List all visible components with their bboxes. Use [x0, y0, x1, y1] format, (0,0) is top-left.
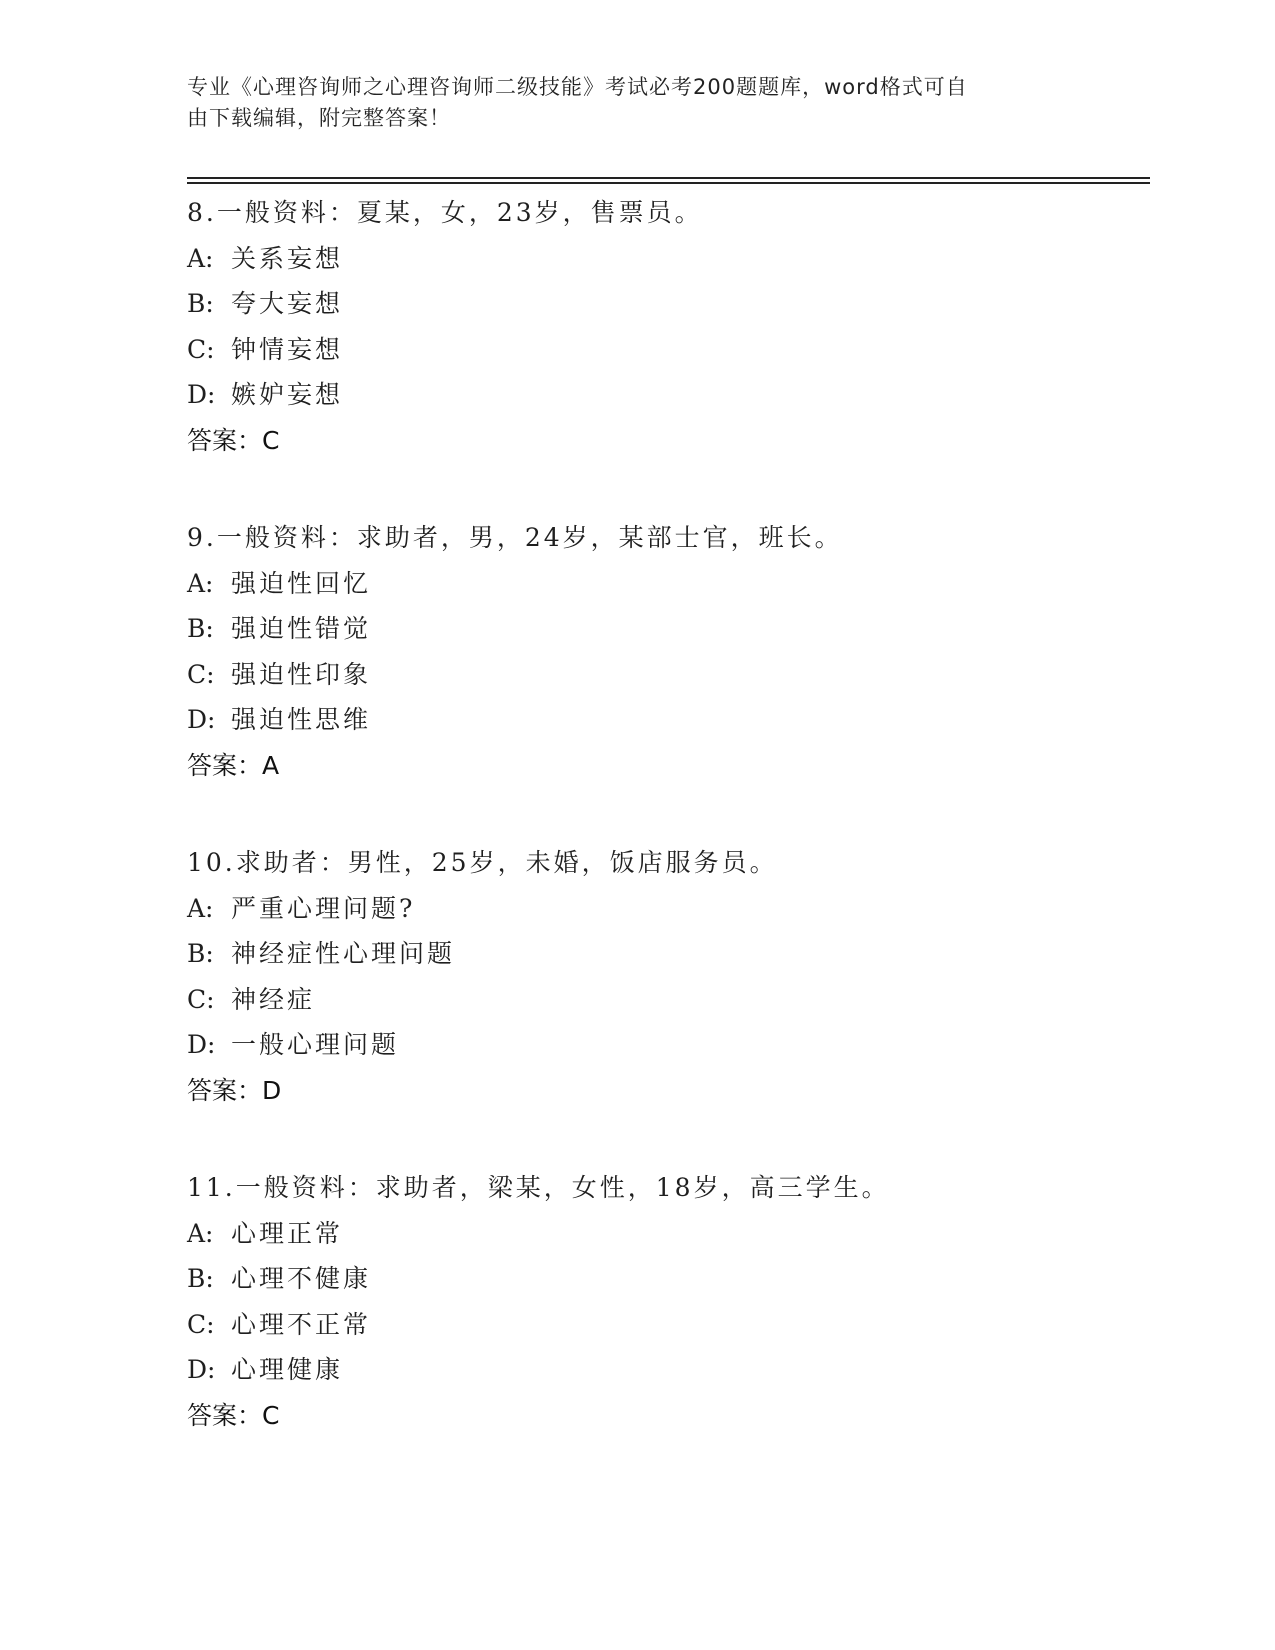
option-b: [187, 931, 1137, 977]
option-c: [187, 652, 1137, 698]
option-key: A:: [187, 568, 214, 598]
header-divider-top: [187, 177, 1150, 179]
question-item: [187, 1165, 1137, 1438]
option-key: C:: [187, 334, 215, 364]
option-b: [187, 281, 1137, 327]
question-list: [187, 190, 1137, 1490]
option-d: [187, 372, 1137, 418]
document-header: [187, 72, 1067, 134]
option-text: 神经症性心理问题: [231, 939, 456, 968]
question-stem: 9.一般资料：求助者，男，24岁，某部士官，班长。: [187, 523, 843, 552]
option-key: B:: [187, 1264, 214, 1293]
option-key: B:: [187, 289, 214, 318]
option-text: 强迫性思维: [231, 705, 372, 734]
option-d: [187, 1022, 1137, 1068]
option-text: 强迫性错觉: [231, 614, 372, 643]
option-key: C:: [187, 984, 215, 1014]
option-key: D:: [187, 705, 216, 734]
question-stem: 10.求助者：男性，25岁，未婚，饭店服务员。: [187, 848, 778, 877]
option-key: C:: [187, 659, 215, 689]
option-key: A:: [187, 243, 214, 273]
option-key: A:: [187, 893, 214, 923]
option-key: B:: [187, 614, 214, 643]
option-text: 心理不正常: [231, 1309, 372, 1339]
answer-line: 答案：D: [187, 1075, 282, 1105]
answer-line: 答案：C: [187, 425, 280, 455]
option-text: 强迫性印象: [231, 659, 372, 689]
option-text: 心理正常: [231, 1218, 344, 1248]
option-text: 夸大妄想: [231, 289, 344, 318]
question-stem: 11.一般资料：求助者，梁某，女性，18岁，高三学生。: [187, 1173, 890, 1202]
question-item: [187, 190, 1137, 463]
option-key: D:: [187, 380, 216, 409]
answer-line: 答案：A: [187, 750, 280, 780]
answer-line: 答案：C: [187, 1400, 280, 1430]
option-d: [187, 1347, 1137, 1393]
option-text: 强迫性回忆: [231, 568, 372, 598]
option-key: C:: [187, 1309, 215, 1339]
question-stem: 8.一般资料：夏某，女，23岁，售票员。: [187, 198, 703, 227]
question-item: [187, 515, 1137, 788]
option-a: [187, 886, 1137, 932]
header-line-2: 由下载编辑，附完整答案！: [187, 106, 451, 130]
option-text: 钟情妄想: [231, 334, 344, 364]
option-text: 嫉妒妄想: [231, 380, 344, 409]
option-a: [187, 561, 1137, 607]
option-c: [187, 327, 1137, 373]
question-item: [187, 840, 1137, 1113]
option-d: [187, 697, 1137, 743]
option-c: [187, 977, 1137, 1023]
option-text: 关系妄想: [231, 243, 344, 273]
option-text: 严重心理问题?: [231, 893, 416, 923]
option-key: A:: [187, 1218, 214, 1248]
option-text: 神经症: [231, 984, 316, 1014]
option-b: [187, 1256, 1137, 1302]
option-c: [187, 1302, 1137, 1348]
option-text: 心理不健康: [231, 1264, 372, 1293]
option-a: [187, 1211, 1137, 1257]
header-divider-bottom: [187, 182, 1150, 184]
option-key: D:: [187, 1355, 216, 1384]
option-text: 心理健康: [231, 1355, 344, 1384]
option-b: [187, 606, 1137, 652]
option-key: D:: [187, 1030, 216, 1059]
option-text: 一般心理问题: [231, 1030, 400, 1059]
option-a: [187, 236, 1137, 282]
header-line-1: 专业《心理咨询师之心理咨询师二级技能》考试必考200题题库，word格式可自: [187, 75, 968, 99]
option-key: B:: [187, 939, 214, 968]
